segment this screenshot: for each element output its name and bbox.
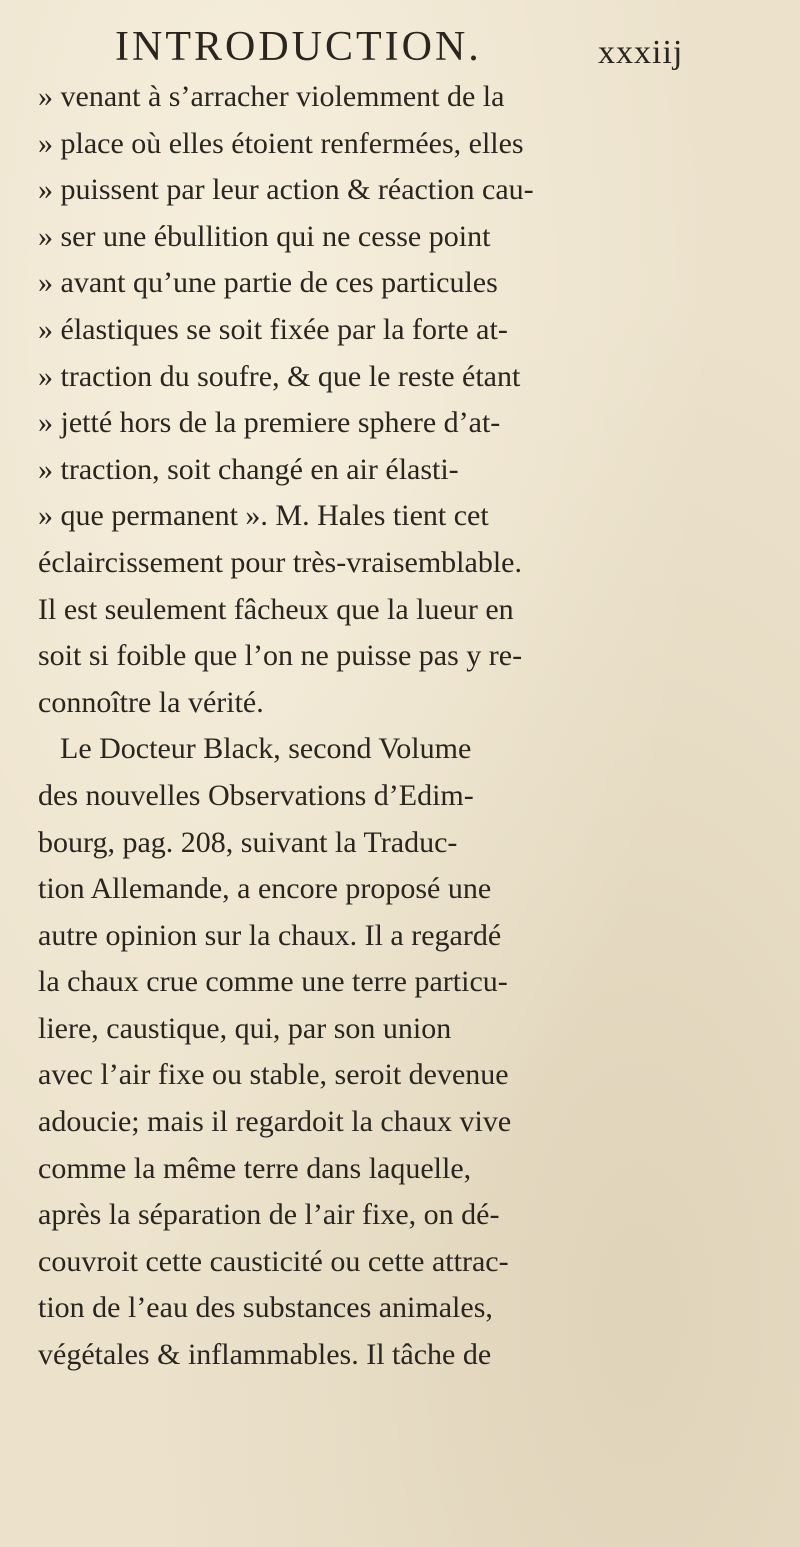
text-line: Il est seulement fâcheux que la lueur en — [38, 592, 514, 626]
text-line: » avant qu’une partie de ces particules — [38, 266, 498, 300]
text-line: adoucie; mais il regardoit la chaux vive — [38, 1105, 512, 1139]
text-line: » traction du soufre, & que le reste étant — [38, 359, 521, 393]
text-line: liere, caustique, qui, par son union — [38, 1011, 452, 1045]
text-line: des nouvelles Observations d’Edim- — [38, 778, 474, 812]
running-head — [0, 12, 800, 82]
text-line: » ser une ébullition qui ne cesse point — [38, 219, 491, 253]
text-line: » que permanent ». M. Hales tient cet — [38, 499, 489, 533]
text-line: la chaux crue comme une terre particu- — [38, 965, 508, 999]
text-line: bourg, pag. 208, suivant la Traduc- — [38, 825, 458, 859]
text-line: tion de l’eau des substances animales, — [38, 1291, 493, 1325]
text-line: » venant à s’arracher violemment de la — [38, 80, 505, 113]
text-line: végétales & inflammables. Il tâche de — [38, 1338, 492, 1372]
text-line: après la séparation de l’air fixe, on dé- — [38, 1198, 500, 1232]
text-line: » traction, soit changé en air élasti- — [38, 452, 459, 486]
text-line: éclaircissement pour très-vraisemblable. — [38, 545, 522, 579]
body-text — [38, 74, 788, 1379]
text-line: connoître la vérité. — [38, 685, 264, 719]
text-line: soit si foible que l’on ne puisse pas y re- — [38, 639, 523, 673]
text-line: comme la même terre dans laquelle, — [38, 1151, 472, 1185]
text-line: avec l’air fixe ou stable, seroit devenue — [38, 1058, 509, 1092]
text-line: » jetté hors de la premiere sphere d’at- — [38, 406, 501, 440]
text-line: tion Allemande, a encore proposé une — [38, 872, 492, 906]
text-line: » élastiques se soit fixée par la forte at- — [38, 312, 508, 346]
page-number: xxxiij — [598, 34, 684, 71]
text-line: autre opinion sur la chaux. Il a regardé — [38, 918, 502, 952]
text-line: » place où elles étoient renfermées, elles — [38, 126, 524, 160]
text-line: couvroit cette causticité ou cette attrac- — [38, 1244, 509, 1278]
paragraph-start-line: Le Docteur Black, second Volume — [60, 732, 472, 766]
text-line: » puissent par leur action & réaction cau- — [38, 173, 534, 207]
running-title: INTRODUCTION. — [115, 24, 482, 70]
